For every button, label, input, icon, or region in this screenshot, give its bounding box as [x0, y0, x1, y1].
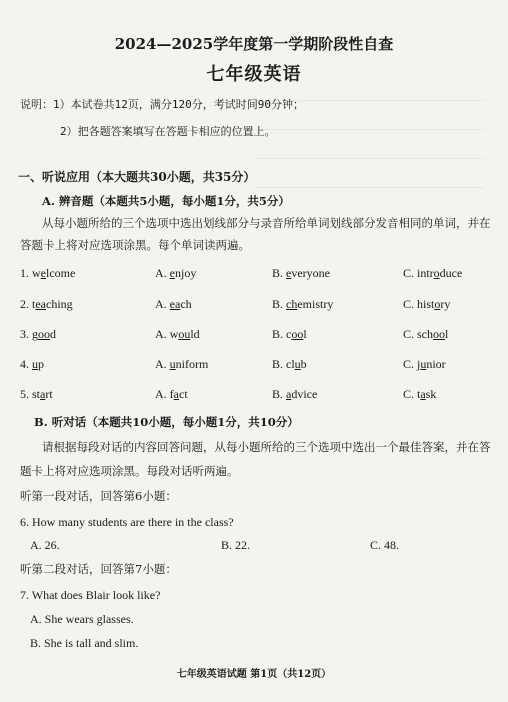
word-text: g — [32, 327, 38, 341]
word-text: p — [38, 357, 44, 371]
q1-option-b — [272, 266, 330, 281]
part-a-instruction-2: 答题卡上将对应选项涂黑。每个单词读两遍。 — [20, 238, 250, 252]
underlined-letters: ea — [35, 297, 46, 311]
word-text: C. t — [403, 387, 421, 401]
q5-option-c — [403, 387, 436, 402]
underlined-letters: a — [286, 387, 292, 401]
part-b-heading: B. 听对话（本题共10小题，每小题1分，共10分） — [34, 415, 299, 429]
q3-option-b — [272, 327, 307, 342]
q4-stem-word — [20, 357, 44, 372]
word-text: duce — [439, 266, 463, 280]
q2-option-c — [403, 297, 450, 312]
word-text: l — [445, 327, 449, 341]
q1-option-a — [155, 266, 196, 281]
exam-title: 2024—2025学年度第一学期阶段性自查 — [114, 35, 394, 53]
word-text: B. c — [272, 327, 292, 341]
word-text: ch — [180, 297, 192, 311]
word-text: niform — [175, 357, 209, 371]
word-text: ching — [46, 297, 73, 311]
word-text: emistry — [297, 297, 334, 311]
note-line-2: 2）把各题答案填写在答题卡相应的位置上。 — [60, 125, 276, 138]
word-text: 5. — [20, 387, 32, 401]
page-footer: 七年级英语试题 第1页（共12页） — [176, 669, 332, 680]
word-text: b — [300, 357, 307, 371]
word-text: veryone — [291, 266, 330, 280]
underlined-letters: e — [40, 266, 46, 280]
part-b-instruction-1: 请根据每段对话的内容回答问题，从每小题所给的三个选项中选出一个最佳答案，并在答 — [42, 440, 491, 454]
word-text: ld — [190, 327, 200, 341]
q4-option-b — [272, 357, 307, 372]
underlined-letters: u — [294, 357, 301, 371]
word-text: C. intr — [403, 266, 434, 280]
word-text: B. — [272, 297, 287, 311]
underlined-letters: ou — [178, 327, 191, 341]
part-a-instruction-1: 从每小题所给的三个选项中选出划线部分与录音所给单词划线部分发音相同的单词，并在 — [42, 216, 491, 230]
q4-option-c — [403, 357, 446, 372]
word-text: A. w — [155, 327, 179, 341]
underlined-letters: oo — [433, 327, 445, 341]
underlined-letters: a — [420, 387, 426, 401]
word-text: A. — [155, 266, 170, 280]
word-text: B. — [272, 387, 287, 401]
q1-option-c — [403, 266, 462, 281]
word-text: njoy — [175, 266, 197, 280]
word-text: C. sch — [403, 327, 433, 341]
exam-subtitle: 七年级英语 — [206, 64, 302, 85]
word-text: B. cl — [272, 357, 295, 371]
underlined-letters: oo — [38, 327, 50, 341]
word-text: sk — [425, 387, 437, 401]
question-6: 6. How many students are there in the class? — [20, 515, 234, 529]
dialog-1-intro: 听第一段对话，回答第6小题： — [20, 489, 177, 503]
word-text: 2. — [20, 297, 32, 311]
q3-option-c — [403, 327, 448, 342]
word-text: d — [50, 327, 56, 341]
word-text: lcome — [46, 266, 76, 280]
underlined-letters: u — [420, 357, 427, 371]
q3-option-a — [155, 327, 200, 342]
word-text: 3. — [20, 327, 32, 341]
dialog-2-intro: 听第二段对话，回答第7小题： — [20, 562, 177, 576]
word-text: st — [32, 387, 41, 401]
q7-option-b: B. She is tall and slim. — [30, 636, 139, 650]
word-text: C. j — [403, 357, 421, 371]
part-b-instruction-2: 题卡上将对应选项涂黑。每段对话听两遍。 — [20, 464, 239, 478]
word-text: w — [32, 266, 41, 280]
q3-stem-word — [20, 327, 56, 342]
underlined-letters: u — [32, 357, 38, 371]
q2-stem-word — [20, 297, 73, 312]
q5-stem-word — [20, 387, 53, 402]
word-text: ry — [440, 297, 451, 311]
note-line-1: 说明：1）本试卷共12页，满分120分，考试时间90分钟； — [20, 98, 304, 111]
underlined-letters: ea — [169, 297, 181, 311]
q7-option-a: A. She wears glasses. — [30, 612, 134, 626]
underlined-letters: a — [40, 387, 46, 401]
word-text: 4. — [20, 357, 32, 371]
word-text: A. — [155, 357, 170, 371]
q4-option-a — [155, 357, 208, 372]
word-text: 1. — [20, 266, 32, 280]
question-7: 7. What does Blair look like? — [20, 588, 161, 602]
q6-option-b: B. 22. — [221, 538, 251, 552]
word-text: nior — [426, 357, 446, 371]
word-text: C. hist — [403, 297, 435, 311]
word-text: B. — [272, 266, 287, 280]
word-text: A. f — [155, 387, 174, 401]
underlined-letters: u — [169, 357, 176, 371]
q2-option-b — [272, 297, 333, 312]
underlined-letters: o — [433, 266, 440, 280]
word-text: ct — [179, 387, 188, 401]
q1-stem-word — [20, 266, 75, 281]
word-text: rt — [45, 387, 53, 401]
underlined-letters: e — [169, 266, 175, 280]
section-heading: 一、听说应用（本大题共30小题，共35分） — [18, 170, 256, 184]
underlined-letters: a — [173, 387, 179, 401]
underlined-letters: oo — [291, 327, 304, 341]
word-text: dvice — [291, 387, 318, 401]
underlined-letters: e — [286, 266, 292, 280]
q6-option-a: A. 26. — [30, 538, 60, 552]
word-text: A. — [155, 297, 170, 311]
q2-option-a — [155, 297, 192, 312]
word-text: l — [303, 327, 307, 341]
part-a-heading: A. 辨音题（本题共5小题，每小题1分，共5分） — [42, 194, 290, 208]
q6-option-c: C. 48. — [370, 538, 400, 552]
underlined-letters: o — [434, 297, 441, 311]
q5-option-b — [272, 387, 317, 402]
underlined-letters: ch — [286, 297, 298, 311]
q5-option-a — [155, 387, 188, 402]
word-text: t — [32, 297, 36, 311]
